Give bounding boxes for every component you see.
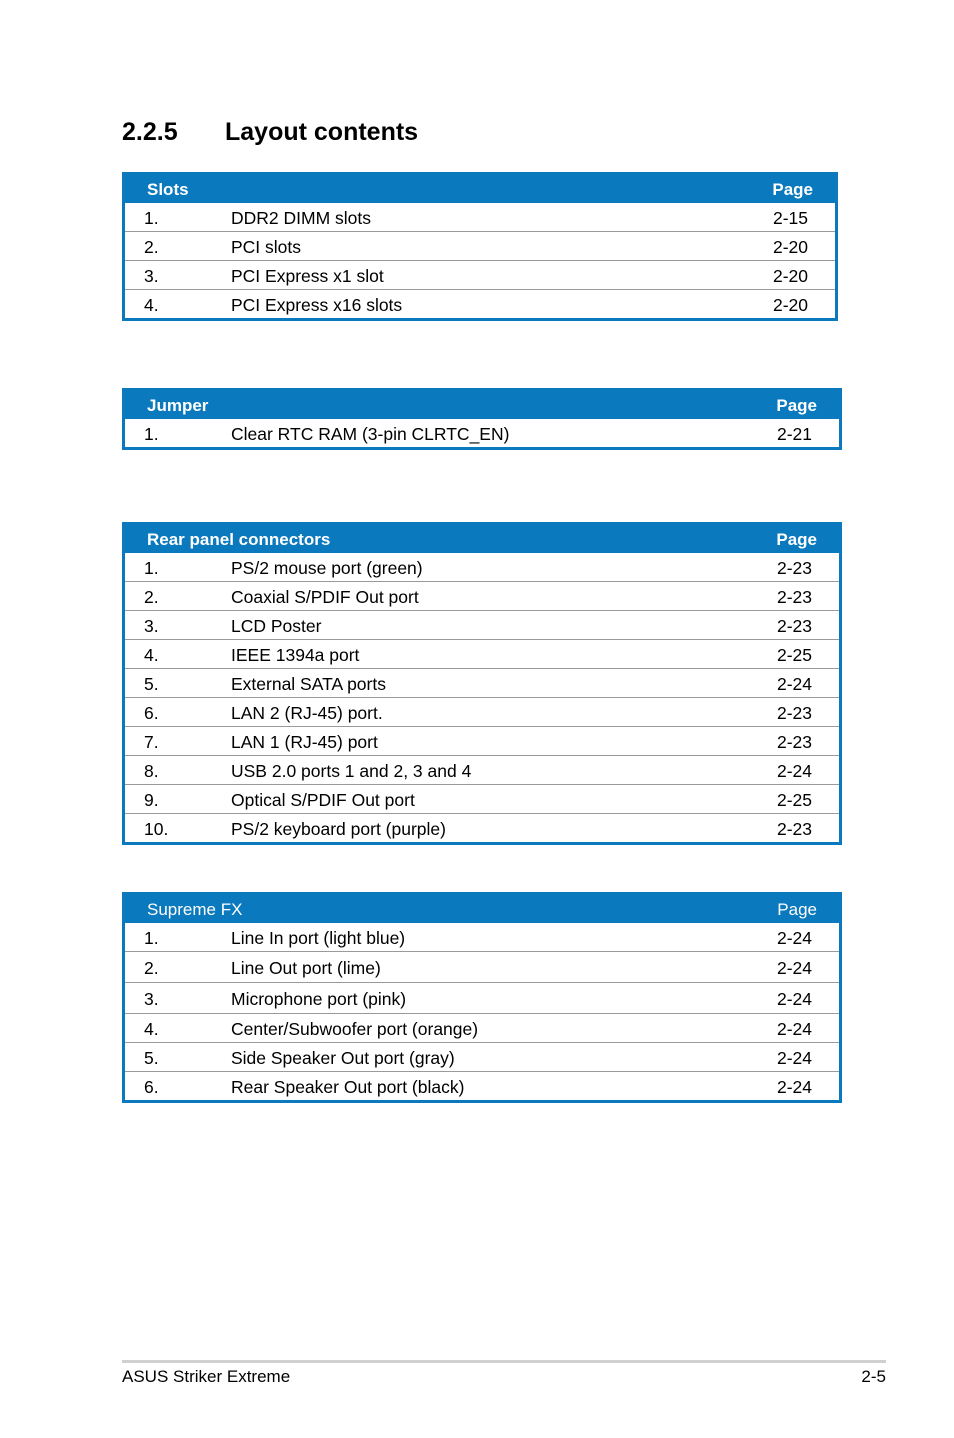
table-header [125,895,839,923]
row-text: PCI slots [231,237,302,257]
header-page: Page [777,900,817,919]
rear-panel-table [122,522,842,845]
row-page: 2-24 [777,1048,813,1068]
row-page: 2-23 [777,819,813,839]
row-page: 2-24 [777,928,813,948]
row-number: 4. [144,1019,159,1039]
row-text: PCI Express x16 slots [231,295,403,315]
row-page: 2-21 [777,424,813,444]
row-number: 8. [144,761,159,781]
row-number: 5. [144,674,159,694]
row-text: IEEE 1394a port [231,645,360,665]
row-page: 2-23 [777,587,813,607]
table-row [125,260,835,289]
row-number: 5. [144,1048,159,1068]
row-page: 2-20 [773,295,809,315]
row-text: LAN 1 (RJ-45) port [231,732,378,752]
row-number: 1. [144,208,159,228]
row-page: 2-24 [777,1077,813,1097]
table-row [125,610,839,639]
header-label: Rear panel connectors [147,530,331,549]
row-number: 4. [144,295,159,315]
row-page: 2-20 [773,237,809,257]
footer-page-number: 2-5 [861,1367,886,1386]
row-page: 2-25 [777,645,813,665]
row-number: 6. [144,1077,159,1097]
row-text: Coaxial S/PDIF Out port [231,587,419,607]
table-row [125,1013,839,1042]
row-page: 2-24 [777,674,813,694]
row-page: 2-24 [777,989,813,1009]
table-row [125,923,839,951]
row-number: 2. [144,237,159,257]
row-number: 3. [144,989,159,1009]
table-row [125,231,835,260]
table-row [125,951,839,982]
row-text: LCD Poster [231,616,322,636]
section-heading [122,118,418,147]
row-page: 2-25 [777,790,813,810]
row-text: PS/2 mouse port (green) [231,558,423,578]
row-text: LAN 2 (RJ-45) port. [231,703,383,723]
header-page: Page [772,180,813,199]
table-row [125,1042,839,1071]
row-text: Clear RTC RAM (3-pin CLRTC_EN) [231,424,510,444]
row-text: Side Speaker Out port (gray) [231,1048,455,1068]
row-page: 2-23 [777,558,813,578]
row-number: 1. [144,928,159,948]
footer-divider [122,1360,886,1363]
header-label: Supreme FX [147,900,243,919]
section-number: 2.2.5 [122,118,178,146]
row-text: Rear Speaker Out port (black) [231,1077,465,1097]
table-row [125,639,839,668]
table-header [125,175,835,203]
table-row [125,813,839,842]
table-row [125,581,839,610]
header-page: Page [776,396,817,415]
table-row [125,1071,839,1100]
row-number: 1. [144,558,159,578]
row-number: 9. [144,790,159,810]
row-text: Line In port (light blue) [231,928,406,948]
header-page: Page [776,530,817,549]
row-text: DDR2 DIMM slots [231,208,372,228]
section-title: Layout contents [225,118,419,146]
row-page: 2-15 [773,208,809,228]
table-row [125,553,839,581]
jumper-table [122,388,842,450]
table-header [125,525,839,553]
row-number: 10. [144,819,169,839]
table-row [125,203,835,231]
row-text: Microphone port (pink) [231,989,407,1009]
row-text: Line Out port (lime) [231,958,381,978]
table-row [125,419,839,447]
row-number: 4. [144,645,159,665]
row-text: Center/Subwoofer port (orange) [231,1019,479,1039]
table-row [125,289,835,318]
row-number: 6. [144,703,159,723]
row-page: 2-23 [777,703,813,723]
row-page: 2-23 [777,616,813,636]
row-page: 2-24 [777,761,813,781]
header-label: Jumper [147,396,209,415]
row-text: External SATA ports [231,674,386,694]
row-number: 7. [144,732,159,752]
table-row [125,668,839,697]
row-number: 3. [144,616,159,636]
footer-product-name: ASUS Striker Extreme [122,1367,291,1386]
table-row [125,784,839,813]
slots-table [122,172,838,321]
table-row [125,726,839,755]
row-text: USB 2.0 ports 1 and 2, 3 and 4 [231,761,472,781]
table-row [125,755,839,784]
row-page: 2-24 [777,958,813,978]
table-row [125,982,839,1013]
row-text: Optical S/PDIF Out port [231,790,415,810]
supreme-fx-table [122,892,842,1103]
row-page: 2-24 [777,1019,813,1039]
row-number: 1. [144,424,159,444]
header-label: Slots [147,180,189,199]
row-page: 2-23 [777,732,813,752]
table-header [125,391,839,419]
page-footer [122,1367,886,1387]
table-row [125,697,839,726]
row-text: PCI Express x1 slot [231,266,384,286]
row-number: 3. [144,266,159,286]
row-number: 2. [144,958,159,978]
row-page: 2-20 [773,266,809,286]
row-number: 2. [144,587,159,607]
row-text: PS/2 keyboard port (purple) [231,819,446,839]
